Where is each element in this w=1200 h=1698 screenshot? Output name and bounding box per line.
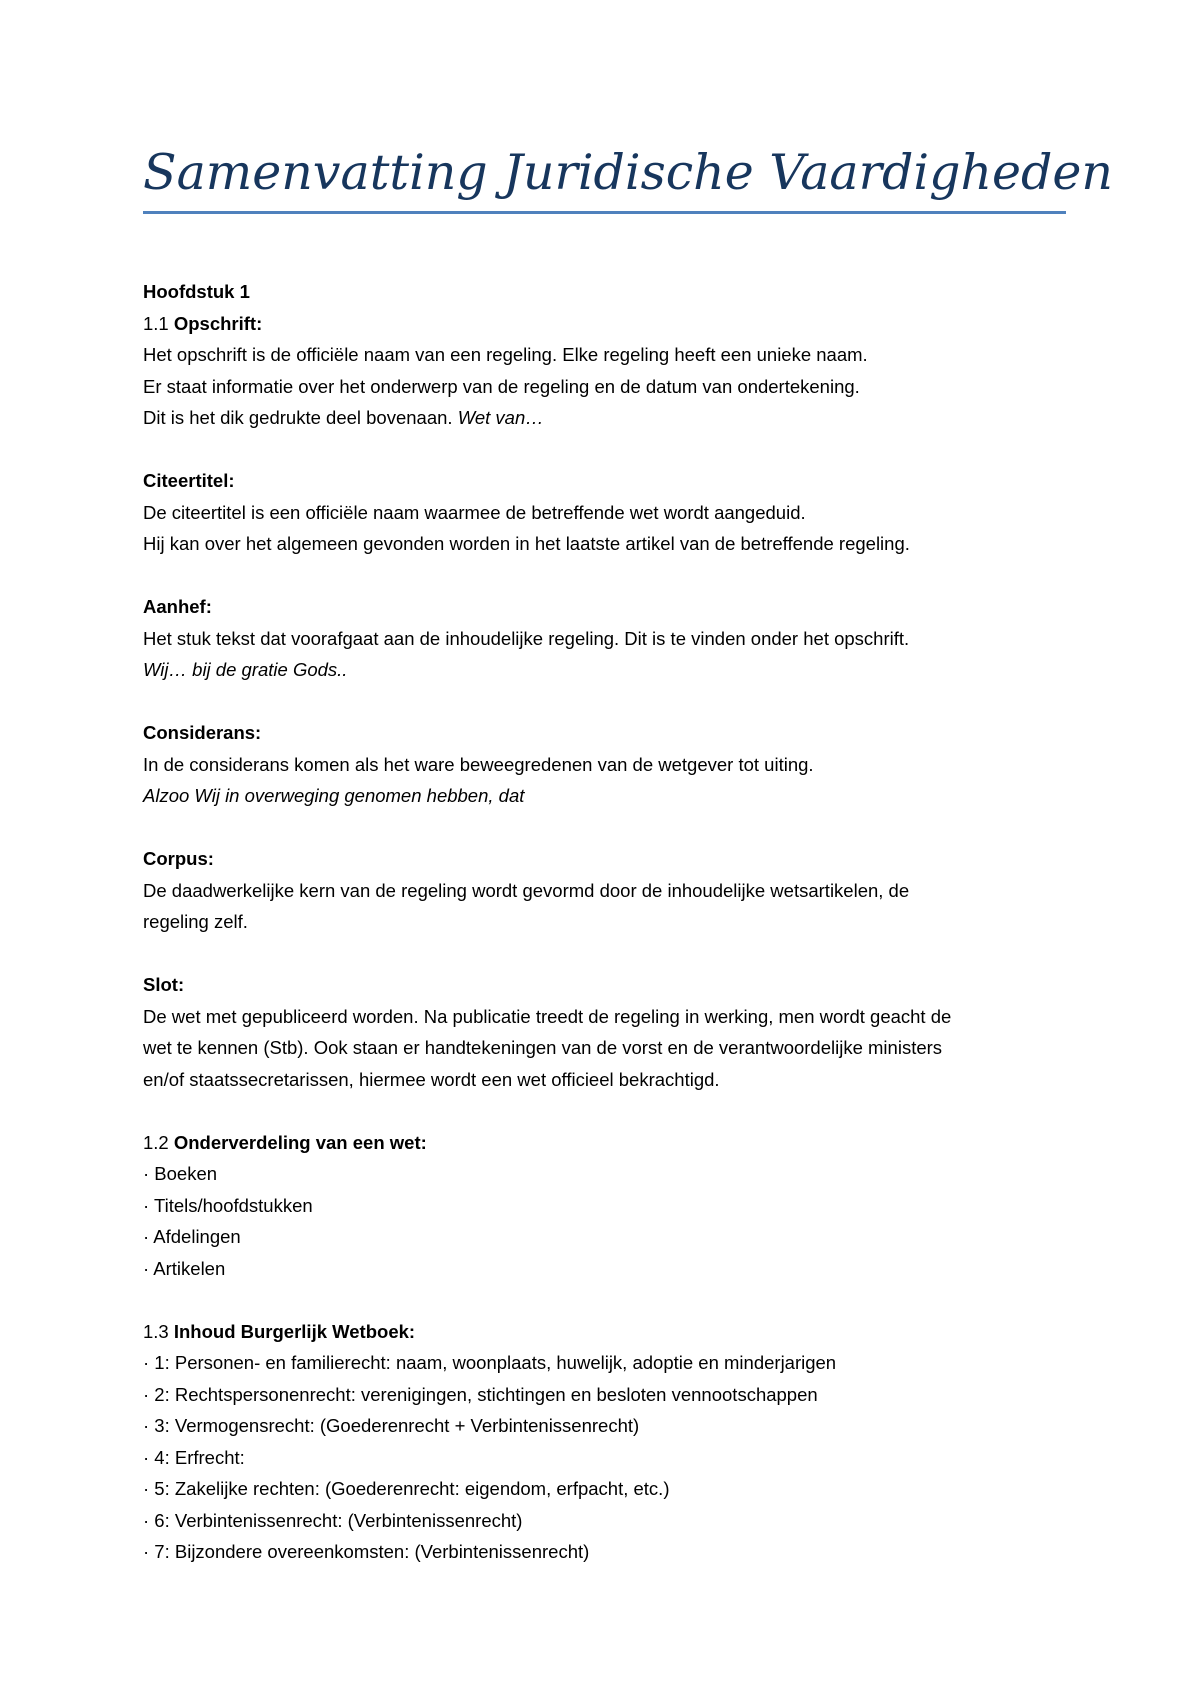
list-item: · Artikelen [143, 1257, 226, 1279]
section-aanhef-heading: Aanhef: [143, 596, 212, 617]
section-onderverdeling-heading [143, 1127, 1073, 1159]
paragraph-gap [143, 1095, 1073, 1127]
list-item: · 2: Rechtspersonenrecht: verenigingen, stichtingen en besloten vennootschappen [143, 1383, 818, 1405]
list-item: · 7: Bijzondere overeenkomsten: (Verbintenissenrecht) [143, 1541, 590, 1562]
list-item: · 1: Personen- en familierecht: naam, woonplaats, huwelijk, adoptie en minderjarigen [143, 1352, 837, 1373]
list-item: · Afdelingen [143, 1226, 241, 1247]
paragraph-line: De citeertitel is een officiële naam waarmee de betreffende wet wordt aangeduid. [143, 501, 806, 523]
list-item: · Boeken [143, 1163, 218, 1184]
document-title: Samenvatting Juridische Vaardigheden [143, 144, 1113, 201]
paragraph-line: Het stuk tekst dat voorafgaat aan de inhoudelijke regeling. Dit is te vinden onder het opschrift. [143, 627, 910, 649]
list-item: · 5: Zakelijke rechten: (Goederenrecht: eigendom, erfpacht, etc.) [143, 1478, 670, 1499]
example-text: Alzoo Wij in overweging genomen hebben, dat [143, 785, 525, 806]
list-item: · 3: Vermogensrecht: (Goederenrecht + Verbintenissenrecht) [143, 1415, 640, 1436]
paragraph-line: en/of staatssecretarissen, hiermee wordt een wet officieel bekrachtigd. [143, 1068, 720, 1090]
section-citeertitel-heading: Citeertitel: [143, 470, 235, 491]
paragraph-gap [143, 560, 1073, 592]
paragraph-line: Er staat informatie over het onderwerp van de regeling en de datum van ondertekening. [143, 375, 860, 397]
paragraph-gap [143, 938, 1073, 970]
paragraph-text: Dit is het dik gedrukte deel bovenaan. [143, 407, 458, 428]
document-body [143, 276, 1073, 1568]
paragraph-gap [143, 812, 1073, 844]
section-opschrift-heading [143, 308, 1073, 340]
section-number: 1.1 [143, 312, 174, 334]
paragraph-line: wet te kennen (Stb). Ook staan er handtekeningen van de vorst en de verantwoordelijke ministers [143, 1037, 943, 1058]
chapter-heading: Hoofdstuk 1 [143, 281, 250, 302]
section-slot-heading: Slot: [143, 974, 185, 995]
paragraph-line: Hij kan over het algemeen gevonden worden in het laatste artikel van de betreffende regeling. [143, 533, 910, 554]
title-underline [143, 211, 1066, 214]
section-corpus-heading: Corpus: [143, 848, 214, 869]
paragraph-line: De daadwerkelijke kern van de regeling wordt gevormd door de inhoudelijke wetsartikelen, de [143, 879, 910, 901]
section-title: Opschrift: [173, 312, 263, 334]
list-item: · 4: Erfrecht: [143, 1446, 245, 1468]
section-number: 1.3 [143, 1320, 174, 1342]
paragraph-line: Het opschrift is de officiële naam van een regeling. Elke regeling heeft een unieke naam. [143, 344, 868, 365]
section-burgerlijk-wetboek-heading [143, 1316, 1073, 1348]
example-text: Wet van… [457, 407, 544, 428]
paragraph-gap [143, 686, 1073, 718]
paragraph-line [143, 402, 1073, 434]
example-text: Wij… bij de gratie Gods.. [143, 659, 348, 680]
paragraph-line: De wet met gepubliceerd worden. Na publicatie treedt de regeling in werking, men wordt geacht de [143, 1005, 952, 1027]
paragraph-gap [143, 434, 1073, 466]
paragraph-line: In de considerans komen als het ware beweegredenen van de wetgever tot uiting. [143, 753, 814, 775]
section-title: Onderverdeling van een wet: [173, 1131, 427, 1153]
section-number: 1.2 [143, 1131, 174, 1153]
paragraph-line: regeling zelf. [143, 911, 248, 932]
list-item: · 6: Verbintenissenrecht: (Verbintenissenrecht) [143, 1509, 523, 1531]
paragraph-gap [143, 1284, 1073, 1316]
list-item: · Titels/hoofdstukken [143, 1194, 313, 1216]
section-title: Inhoud Burgerlijk Wetboek: [173, 1320, 416, 1342]
section-considerans-heading: Considerans: [143, 722, 262, 743]
